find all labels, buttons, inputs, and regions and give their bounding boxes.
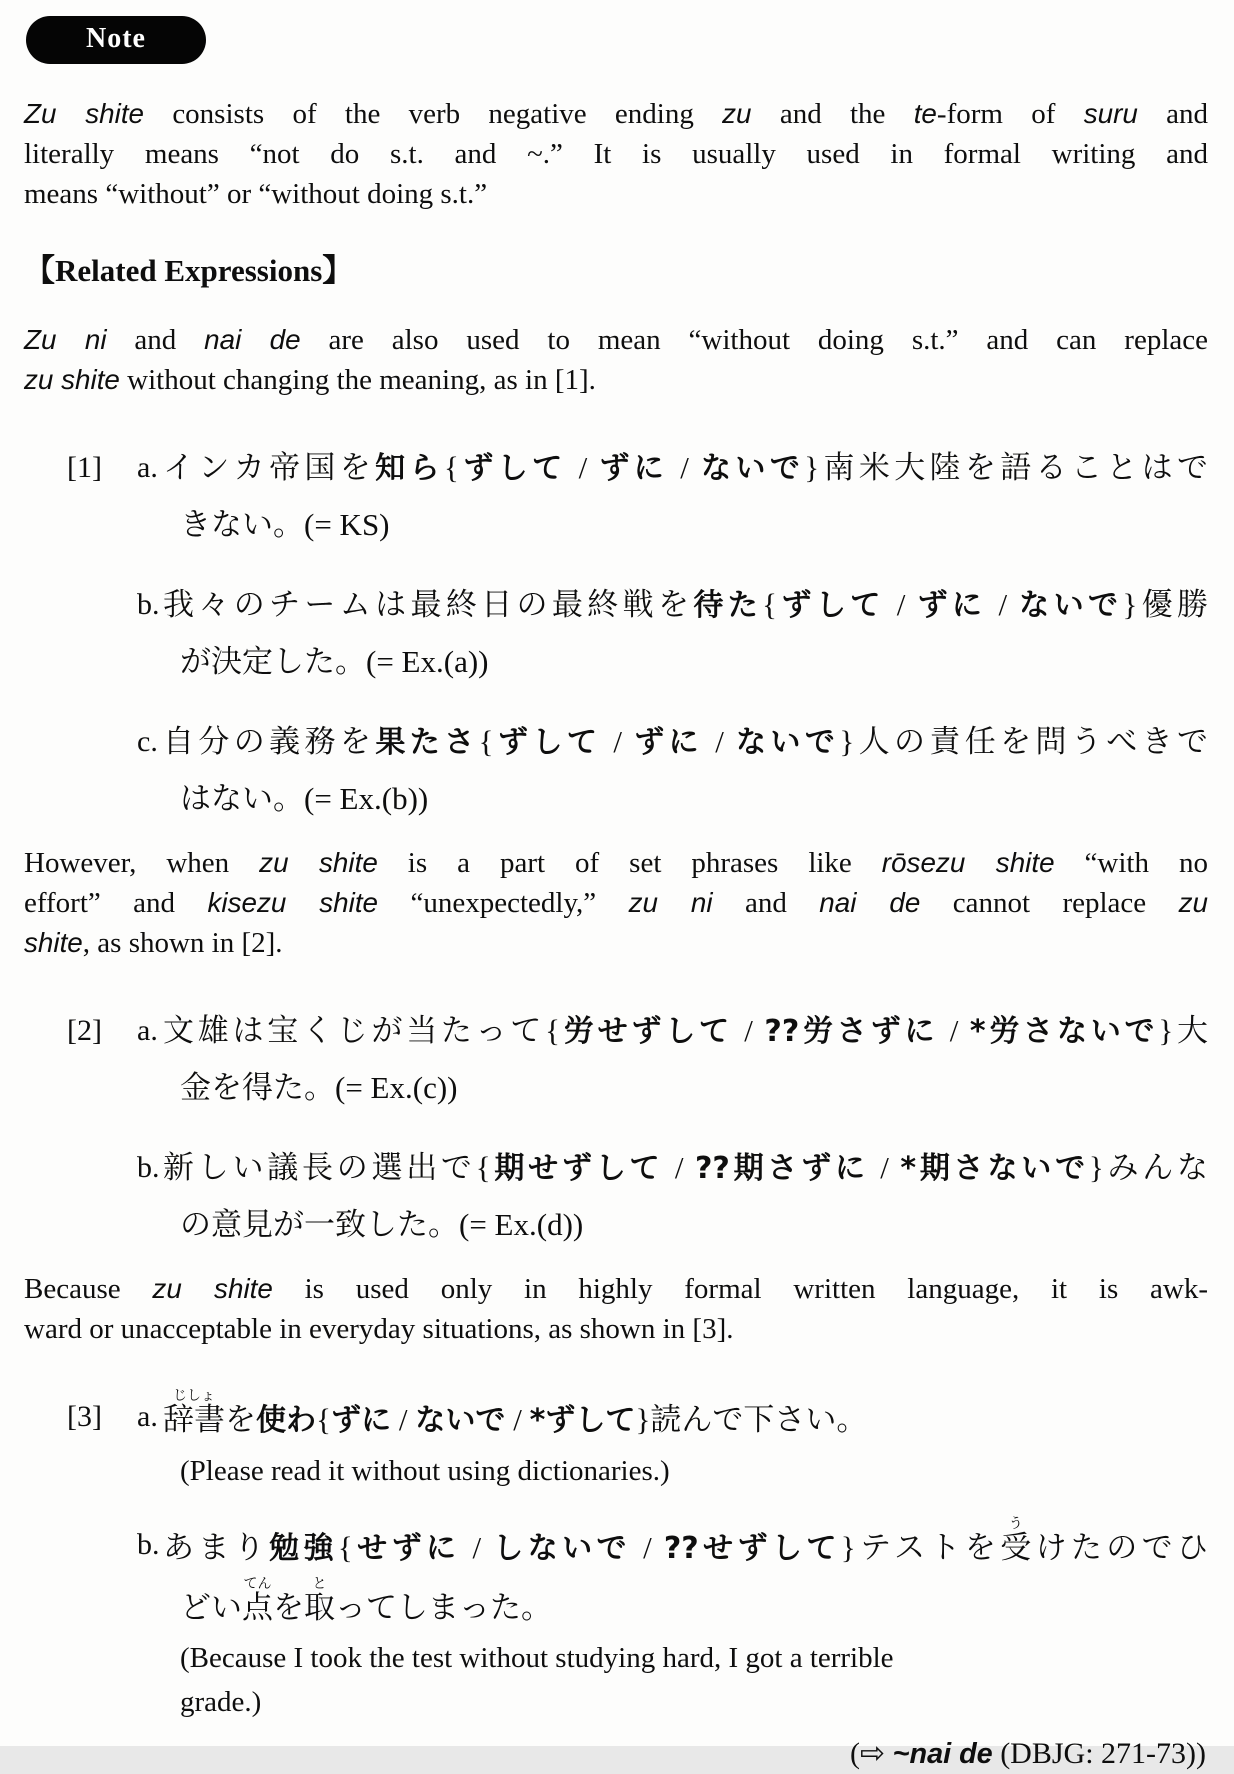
- text-segment: きない。: [180, 507, 304, 542]
- text-segment: 知ら: [375, 451, 444, 486]
- text-line: [163, 1140, 1208, 1197]
- text-line: [24, 923, 1208, 963]
- text-segment: ずに: [331, 1403, 392, 1438]
- text-segment: 自分の義務を: [163, 724, 376, 759]
- ruby-annotated-text: 受う: [1000, 1517, 1036, 1565]
- example-block-2: [24, 1003, 1208, 1253]
- example-block-1: [24, 440, 1208, 827]
- ruby-annotated-text: 辞書じしょ: [163, 1389, 225, 1437]
- text-segment: ずして: [777, 588, 885, 623]
- text-segment: However, when: [24, 847, 260, 879]
- cross-reference: [24, 1734, 1208, 1774]
- text-segment: {: [316, 1402, 332, 1437]
- text-segment: インカ帝国を: [163, 450, 376, 485]
- text-segment: ずに: [917, 588, 987, 623]
- text-segment: literally means “not do s.t. and ~.” It is usually used in formal writing and: [24, 138, 1208, 170]
- text-segment: suru: [1083, 98, 1138, 129]
- example-number: [3]: [67, 1400, 102, 1433]
- text-segment: effort” and: [24, 887, 208, 919]
- text-segment: テストを: [855, 1530, 1001, 1565]
- text-segment: 新しい議長の選出で: [163, 1150, 476, 1185]
- text-line: [163, 1517, 1208, 1577]
- text-line: [163, 577, 1208, 634]
- text-segment: /: [663, 1150, 695, 1185]
- text-segment: ないで: [700, 451, 805, 486]
- text-line: [24, 360, 1208, 400]
- text-line: [24, 883, 1208, 923]
- text-segment: nai de: [204, 324, 301, 355]
- text-line: [24, 134, 1208, 174]
- text-line: [163, 714, 1208, 771]
- example-item-letter: c.: [137, 725, 158, 758]
- text-segment: 南米大陸を語ることはで: [819, 450, 1209, 485]
- text-line: [24, 320, 1208, 360]
- example-item-letter: a.: [137, 451, 158, 484]
- text-segment: }: [840, 1530, 856, 1565]
- text-line: [163, 1389, 1208, 1449]
- text-segment: nai de: [819, 887, 921, 918]
- text-segment: }: [839, 724, 855, 759]
- text-segment: }: [1158, 1013, 1174, 1048]
- text-segment: 待た: [693, 588, 763, 623]
- text-line: [24, 174, 1208, 214]
- text-segment: zu shite: [24, 364, 120, 395]
- text-line: [163, 1197, 1208, 1253]
- text-segment: zu: [722, 98, 752, 129]
- example-number: [2]: [67, 1014, 102, 1047]
- text-segment: (Please read it without using dictionaries.): [180, 1455, 670, 1487]
- example-item-letter: b.: [137, 1528, 160, 1561]
- text-line: [163, 440, 1208, 497]
- text-segment: (= Ex.(c)): [335, 1070, 458, 1105]
- text-segment: 優勝: [1137, 587, 1209, 622]
- text-segment: and: [106, 324, 205, 356]
- text-segment: ??せずして: [663, 1531, 841, 1566]
- text-segment: is a part of set phrases like: [377, 847, 882, 879]
- because-paragraph: [24, 1269, 1208, 1349]
- text-segment: /: [668, 450, 701, 485]
- however-paragraph: [24, 843, 1208, 963]
- text-segment: {: [475, 1150, 491, 1185]
- text-segment: }: [804, 450, 820, 485]
- example-item: [137, 1389, 1208, 1493]
- text-segment: and: [712, 887, 820, 919]
- example-item: [137, 440, 1208, 553]
- text-segment: /: [938, 1013, 970, 1048]
- related-intro-paragraph: [24, 320, 1208, 400]
- text-segment: ⇨: [860, 1736, 886, 1771]
- text-segment: zu ni: [628, 887, 713, 918]
- example-block-3: [24, 1389, 1208, 1724]
- text-segment: /: [630, 1530, 664, 1565]
- ruby-annotated-text: 点てん: [242, 1577, 273, 1625]
- text-segment: /: [868, 1150, 901, 1185]
- text-segment: *ずして: [529, 1403, 636, 1438]
- text-segment: means “without” or “without doing s.t.”: [24, 178, 488, 210]
- text-segment: みんな: [1103, 1150, 1209, 1185]
- text-segment: is used only in highly formal written language, it is awk-: [272, 1273, 1208, 1305]
- text-segment: Because: [24, 1273, 153, 1305]
- text-segment: 使わ: [256, 1403, 317, 1438]
- text-segment: {: [545, 1013, 561, 1048]
- text-line: [163, 1680, 1208, 1724]
- example-item: [137, 1140, 1208, 1253]
- text-segment: zu shite: [152, 1273, 273, 1304]
- text-segment: grade.): [180, 1686, 262, 1718]
- text-segment: ってしまった。: [335, 1590, 552, 1625]
- text-segment: どい: [180, 1590, 242, 1625]
- text-segment: 大: [1173, 1013, 1208, 1048]
- text-segment: が決定した。: [180, 644, 366, 679]
- text-line: [163, 771, 1208, 827]
- text-segment: /: [391, 1402, 416, 1437]
- text-segment: (= Ex.(b)): [304, 781, 429, 816]
- text-segment: , as shown in [2].: [82, 927, 283, 959]
- text-segment: }: [1088, 1150, 1104, 1185]
- text-segment: shite: [24, 927, 83, 958]
- text-line: [24, 94, 1208, 134]
- text-segment: ずして: [458, 451, 567, 486]
- text-segment: *期さないで: [900, 1151, 1089, 1186]
- text-segment: けたのでひ: [1035, 1530, 1208, 1565]
- text-line: [163, 497, 1208, 553]
- text-segment: /: [460, 1530, 494, 1565]
- example-item-letter: b.: [137, 588, 160, 621]
- text-segment: /: [732, 1013, 765, 1048]
- text-segment: あまり: [163, 1530, 270, 1565]
- text-line: [163, 634, 1208, 690]
- text-segment: Zu ni: [24, 324, 107, 355]
- example-item: [137, 1003, 1208, 1116]
- text-segment: (= KS): [304, 507, 390, 542]
- text-segment: rōsezu shite: [881, 847, 1055, 878]
- example-item: [137, 714, 1208, 827]
- text-segment: and: [1137, 98, 1208, 130]
- text-segment: (= Ex.(a)): [366, 644, 489, 679]
- text-segment: しないで: [493, 1531, 631, 1566]
- text-segment: /: [884, 587, 918, 622]
- text-segment: te: [913, 98, 937, 129]
- text-segment: 勉強: [269, 1531, 338, 1566]
- text-segment: ??労さずに: [764, 1014, 939, 1049]
- text-line: [163, 1060, 1208, 1116]
- text-segment: {: [443, 450, 459, 485]
- text-segment: and the: [751, 98, 914, 130]
- text-segment: 読んで下さい。: [650, 1402, 868, 1437]
- intro-paragraph: [24, 94, 1208, 214]
- text-segment: zu: [1178, 887, 1208, 918]
- text-segment: “unexpectedly,”: [378, 887, 629, 919]
- example-item-body: [163, 577, 1208, 690]
- text-segment: without changing the meaning, as in [1].: [119, 364, 596, 396]
- text-segment: 文雄は宝くじが当たって: [163, 1013, 546, 1048]
- text-segment: {: [337, 1530, 353, 1565]
- note-badge: Note: [26, 16, 206, 64]
- text-segment: zu shite: [259, 847, 378, 878]
- text-line: [163, 1636, 1208, 1680]
- text-segment: {: [478, 724, 494, 759]
- text-segment: 労せずして: [560, 1014, 733, 1049]
- text-segment: {: [762, 587, 778, 622]
- text-segment: (= Ex.(d)): [459, 1207, 584, 1242]
- text-segment: ないで: [735, 725, 840, 760]
- text-segment: Zu shite: [24, 98, 145, 129]
- ruby-annotated-text: 取と: [304, 1577, 335, 1625]
- text-line: [163, 1003, 1208, 1060]
- example-item: [137, 577, 1208, 690]
- text-segment: 人の責任を問うべきで: [854, 724, 1209, 759]
- text-segment: ward or unacceptable in everyday situations, as shown in [3].: [24, 1313, 734, 1345]
- text-segment: are also used to mean “without doing s.t.” and can replace: [300, 324, 1208, 356]
- text-segment: /: [505, 1402, 530, 1437]
- text-segment: 果たさ: [375, 725, 479, 760]
- text-segment: を: [225, 1402, 256, 1437]
- example-item-letter: b.: [137, 1151, 160, 1184]
- text-segment: /: [986, 587, 1020, 622]
- text-segment: ないで: [1019, 588, 1123, 623]
- text-segment: consists of the verb negative ending: [144, 98, 723, 130]
- text-segment: 金を得た。: [180, 1070, 335, 1105]
- text-segment: はない。: [180, 781, 304, 816]
- example-item-body: [163, 1517, 1208, 1724]
- text-segment: ずに: [599, 451, 669, 486]
- example-item-body: [163, 1389, 1208, 1493]
- text-segment: 期せずして: [490, 1151, 664, 1186]
- text-segment: }: [1122, 587, 1138, 622]
- text-segment: ずして: [493, 725, 602, 760]
- text-segment: の意見が一致した。: [180, 1207, 459, 1242]
- text-segment: (: [850, 1737, 861, 1770]
- text-segment: ??期さずに: [694, 1151, 869, 1186]
- example-item-body: [163, 1140, 1208, 1253]
- text-segment: -form of: [936, 98, 1084, 130]
- related-expressions-heading: 【Related Expressions】: [24, 253, 354, 288]
- text-segment: 我々のチームは最終日の最終戦を: [163, 587, 694, 622]
- example-item-body: [163, 440, 1208, 553]
- text-segment: ないで: [415, 1403, 506, 1438]
- example-item: [137, 1517, 1208, 1724]
- text-segment: ずに: [634, 725, 704, 760]
- text-segment: kisezu shite: [207, 887, 379, 918]
- text-line: [24, 843, 1208, 883]
- text-segment: /: [566, 450, 600, 485]
- text-segment: }: [635, 1402, 651, 1437]
- example-item-body: [163, 714, 1208, 827]
- text-line: [163, 1577, 1208, 1636]
- text-line: [24, 1309, 1208, 1349]
- text-line: [163, 1449, 1208, 1493]
- text-line: [24, 1269, 1208, 1309]
- text-segment: /: [601, 724, 635, 759]
- example-number: [1]: [67, 451, 102, 484]
- text-segment: (DBJG: 271-73)): [992, 1737, 1206, 1770]
- text-segment: *労さないで: [969, 1014, 1159, 1049]
- text-segment: “with no: [1054, 847, 1208, 879]
- text-segment: を: [273, 1590, 304, 1625]
- text-segment: (Because I took the test without studying hard, I got a terrible: [180, 1642, 894, 1674]
- text-segment: [885, 1737, 893, 1770]
- example-item-letter: a.: [137, 1400, 158, 1433]
- text-segment: cannot replace: [920, 887, 1179, 919]
- example-item-letter: a.: [137, 1014, 158, 1047]
- example-item-body: [163, 1003, 1208, 1116]
- text-segment: せずに: [352, 1531, 461, 1566]
- text-segment: /: [703, 724, 736, 759]
- text-segment: ~nai de: [892, 1738, 993, 1770]
